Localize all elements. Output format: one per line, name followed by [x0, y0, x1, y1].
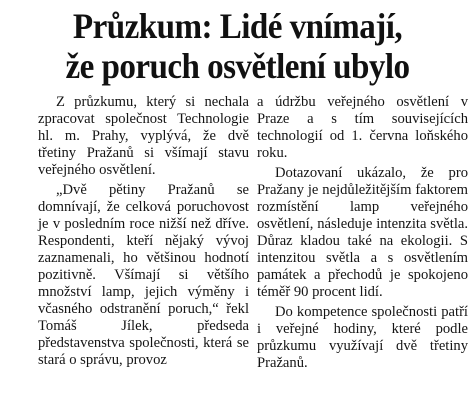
headline-line-1: Průzkum: Lidé vnímají,	[72, 6, 403, 46]
column-right	[257, 94, 468, 372]
paragraph-clocks: Do kompetence společnosti patří i veřejné hodiny, které podle průzkumu využívají dvě třetiny Pražanů.	[257, 304, 468, 371]
headline-line-2: že poruch osvětlení ubylo	[65, 46, 410, 86]
paragraph-intro: Z průzkumu, který si nechala zpracovat společnost Technologie hl. m. Prahy, vyplývá, že dvě třetiny Pražanů si všímají stavu veřejného osvětlení.	[38, 94, 249, 178]
column-left	[38, 94, 249, 372]
paragraph-quote: „Dvě pětiny Pražanů se domnívají, že celková poruchovost je v posledním roce nižší než dříve. Respondenti, kteří nějaký vývoj zaznamenali, ho většinou hodnotí pozitivně. Všímají si většího množství lamp, jejich výměny i včasného odstranění poruch,“ řekl Tomáš Jílek, předseda představenstva společnosti, která se stará o správu, provoz	[38, 182, 249, 368]
article-body	[38, 94, 468, 372]
headline	[25, 6, 451, 86]
paragraph-continuation: a údržbu veřejného osvětlení v Praze a s tím souvisejících technologií od 1. června loňského roku.	[257, 94, 468, 161]
paragraph-survey: Dotazovaní ukázalo, že pro Pražany je nejdůležitějším faktorem rozmístění lamp veřejného osvětlení, následuje intenzita světla. Důraz kladou také na ekologii. S intenzitou světla a s osvětlením památek a přechodů je spokojeno téměř 90 procent lidí.	[257, 165, 468, 300]
